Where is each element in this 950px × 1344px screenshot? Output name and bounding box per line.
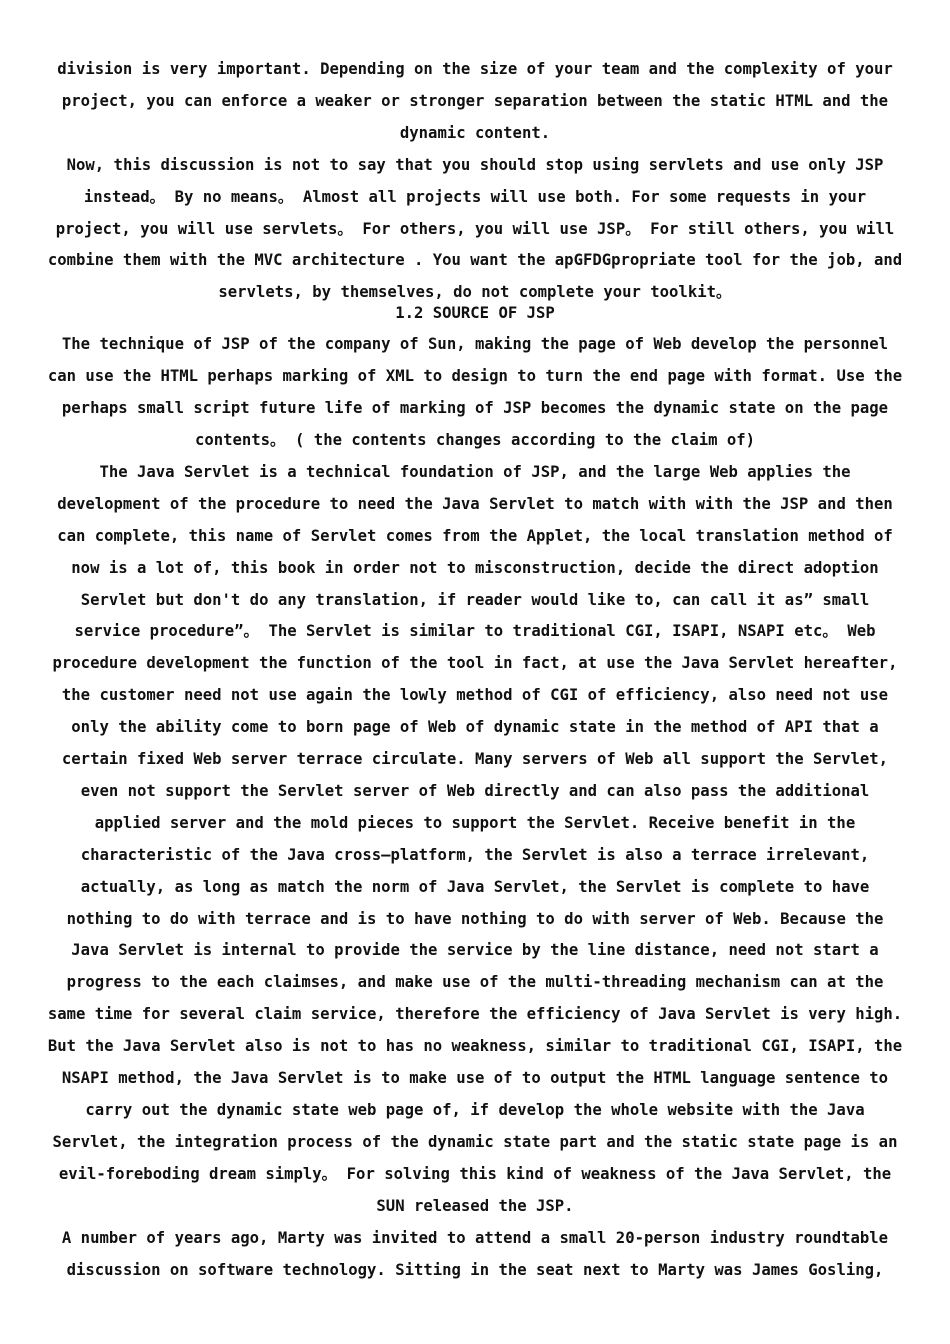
paragraph-java-servlet: The Java Servlet is a technical foundation of JSP, and the large Web applies the development of the procedure to need the Java Servlet to match with with the JSP and then can complete, this name of Servlet comes from the Applet, the local translation method of now is a lot of, this book in order not to misconstruction, decide the direct adoption Servlet but don't do any translation, if reader would like to, can call it as” small service procedure”。 The Servlet is similar to traditional CGI, ISAPI, NSAPI etc。 Web procedure development the function of the tool in fact, at use the Java Servlet hereafter, the customer need not use again the lowly method of CGI of efficiency, also need not use only the ability come to born page of Web of dynamic state in the method of API that a certain fixed Web server terrace circulate. Many servers of Web all support the Servlet, even not support the Servlet server of Web directly and can also pass the additional applied server and the mold pieces to support the Servlet. Receive benefit in the characteristic of the Java cross—platform, the Servlet is also a terrace irrelevant, actually, as long as match the norm of Java Servlet, the Servlet is complete to have nothing to do with terrace and is to have nothing to do with server of Web. Because the Java Servlet is internal to provide the service by the line distance, need not start a progress to the each claimses, and make use of the multi-threading mechanism can at the same time for several claim service, therefore the efficiency of Java Servlet is very high. bbox=[47, 462, 903, 1024]
section-heading: 1.2 SOURCE OF JSP bbox=[395, 304, 555, 323]
paragraph-division: division is very important. Depending on the size of your team and the complexity of your project, you can enforce a weaker or stronger separation between the static HTML and the dynamic content. bbox=[57, 60, 893, 142]
paragraph-marty-roundtable: A number of years ago, Marty was invited to attend a small 20-person industry roundtable discussion on software technology. Sitting in the seat next to Marty was James Gosling, bbox=[61, 1228, 889, 1279]
paragraph-servlets-and-jsp: Now, this discussion is not to say that you should stop using servlets and use only JSP instead。 By no means。 Almost all projects will use both. For some requests in your project, you will use servlets。 For others, you will use JSP。 For still others, you will combine them with the MVC architecture . You want the apGFDGpropriate tool for the job, and servlets, by themselves, do not complete your toolkit。 bbox=[47, 155, 903, 302]
paragraph-servlet-weakness: But the Java Servlet also is not to has no weakness, similar to traditional CGI, ISAPI, the NSAPI method, the Java Servlet is to make use of to output the HTML language sentence to carry out the dynamic state web page of, if develop the whole website with the Java Servlet, the integration process of the dynamic state part and the static state page is an evil-foreboding dream simply。 For solving this kind of weakness of the Java Servlet, the SUN released the JSP. bbox=[47, 1037, 903, 1215]
paragraph-jsp-technique: The technique of JSP of the company of Sun, making the page of Web develop the personnel can use the HTML perhaps marking of XML to design to turn the end page with format. Use the perhaps small script future life of marking of JSP becomes the dynamic state on the page contents。 ( the contents changes according to the claim of) bbox=[47, 335, 903, 449]
document-page bbox=[44, 54, 906, 1286]
